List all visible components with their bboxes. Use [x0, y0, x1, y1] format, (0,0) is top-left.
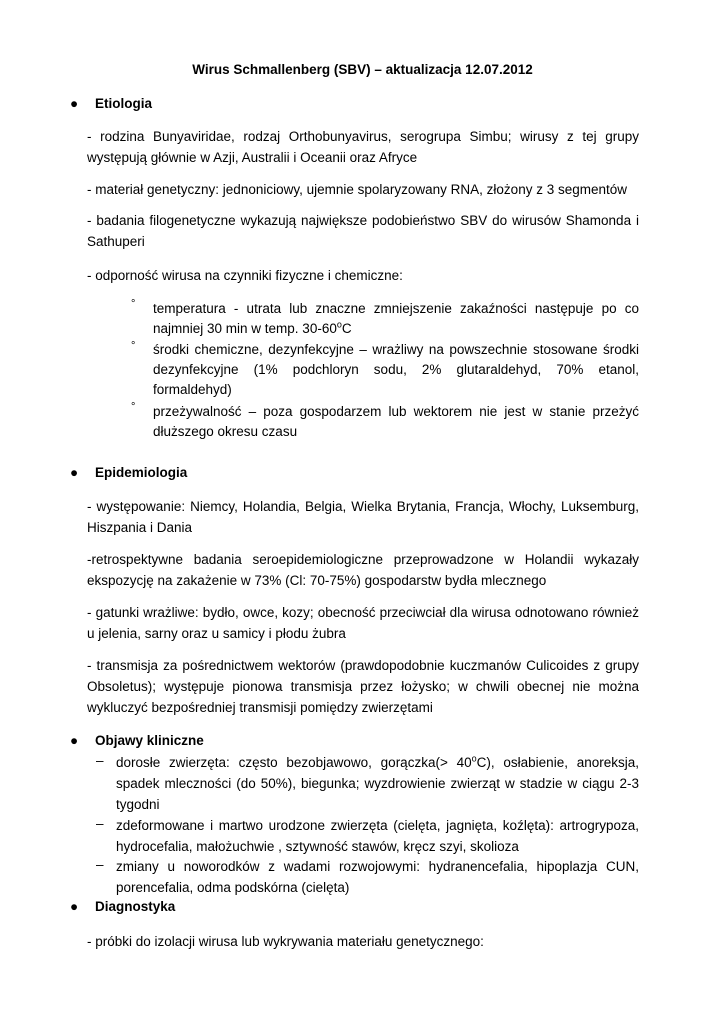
objawy-item-deformed: zdeformowane i martwo urodzone zwierzęta (cielęta, jagnięta, koźlęta): artrogrypoza, hydrocefalia, małożuchwie , sztywność stawów, kręcz szyi, skolioza	[116, 818, 639, 854]
degree-marker-icon: °	[131, 340, 136, 352]
objawy-item-adults	[116, 752, 639, 815]
section-heading-objawy	[70, 733, 204, 748]
sub-item-text: temperatura - utrata lub znaczne zmniejszenie zakaźności następuje po co najmniej 30 min w temp. 30-60	[153, 301, 639, 336]
degree-marker-icon: °	[131, 298, 136, 310]
degree-marker-icon: °	[131, 401, 136, 413]
sub-item-temperature	[153, 299, 639, 339]
etiologia-paragraph-2: - materiał genetyczny: jednoniciowy, ujemnie spolaryzowany RNA, złożony z 3 segmentów	[87, 182, 627, 197]
objawy-item-newborns: zmiany u noworodków z wadami rozwojowymi: hydranencefalia, hipoplazja CUN, porencefalia, odma podskórna (cielęta)	[116, 859, 639, 895]
section-heading-epidemiologia	[70, 465, 187, 480]
dash-marker-icon: –	[96, 753, 104, 768]
sub-item-chemical: środki chemiczne, dezynfekcyjne – wrażliwy na powszechnie stosowane środki dezynfekcyjne (1% podchloryn sodu, 2% glutaraldehyd, 70% etanol, formaldehyd)	[153, 342, 639, 397]
section-heading-etiologia	[70, 96, 152, 111]
sub-item-unit: C	[341, 321, 352, 336]
heading-text: Etiologia	[95, 96, 152, 111]
superscript-degree: o	[336, 319, 342, 330]
bullet-icon: ●	[70, 733, 79, 748]
document-title: Wirus Schmallenberg (SBV) – aktualizacja 12.07.2012	[192, 62, 533, 77]
etiologia-paragraph-4: - odporność wirusa na czynniki fizyczne i chemiczne:	[87, 268, 403, 283]
epidemiologia-paragraph-2: -retrospektywne badania seroepidemiologiczne przeprowadzone w Holandii wykazały ekspozycję na zakażenie w 73% (Cl: 70-75%) gospodarstw bydła mlecznego	[87, 552, 639, 588]
sub-item-survival: przeżywalność – poza gospodarzem lub wektorem nie jest w stanie przeżyć dłuższego okresu czasu	[153, 404, 639, 439]
epidemiologia-paragraph-4: - transmisja za pośrednictwem wektorów (prawdopodobnie kuczmanów Culicoides z grupy Obsoletus); występuje pionowa transmisja przez łożysko; w chwili obecnej nie można wykluczyć bezpośredniej transmisji pomiędzy zwierzętami	[87, 658, 639, 715]
section-heading-diagnostyka	[70, 899, 175, 914]
epidemiologia-paragraph-3: - gatunki wrażliwe: bydło, owce, kozy; obecność przeciwciał dla wirusa odnotowano również u jelenia, sarny oraz u samicy i płodu żubra	[87, 605, 639, 641]
etiologia-paragraph-3: - badania filogenetyczne wykazują największe podobieństwo SBV do wirusów Shamonda i Sathuperi	[87, 213, 639, 249]
heading-text: Epidemiologia	[95, 465, 188, 480]
dash-marker-icon: –	[96, 816, 104, 831]
epidemiologia-paragraph-1: - występowanie: Niemcy, Holandia, Belgia, Wielka Brytania, Francja, Włochy, Luksemburg, Hiszpania i Dania	[87, 499, 639, 535]
bullet-icon: ●	[70, 96, 79, 111]
heading-text: Objawy kliniczne	[95, 733, 204, 748]
item-text-cont: C), osłabienie, anoreksja, spadek mleczności (do 50%), biegunka; wyzdrowienie zwierząt w stadzie w ciągu 2-3 tygodni	[116, 755, 639, 812]
bullet-icon: ●	[70, 899, 79, 914]
superscript-degree: o	[471, 753, 477, 764]
etiologia-paragraph-1: - rodzina Bunyaviridae, rodzaj Orthobunyavirus, serogrupa Simbu; wirusy z tej grupy występują głównie w Azji, Australii i Oceanii oraz Afryce	[87, 129, 639, 165]
bullet-icon: ●	[70, 465, 79, 480]
heading-text: Diagnostyka	[95, 899, 176, 914]
item-text: dorosłe zwierzęta: często bezobjawowo, gorączka(> 40	[116, 755, 472, 770]
diagnostyka-paragraph-1: - próbki do izolacji wirusa lub wykrywania materiału genetycznego:	[87, 934, 484, 949]
dash-marker-icon: –	[96, 857, 104, 872]
